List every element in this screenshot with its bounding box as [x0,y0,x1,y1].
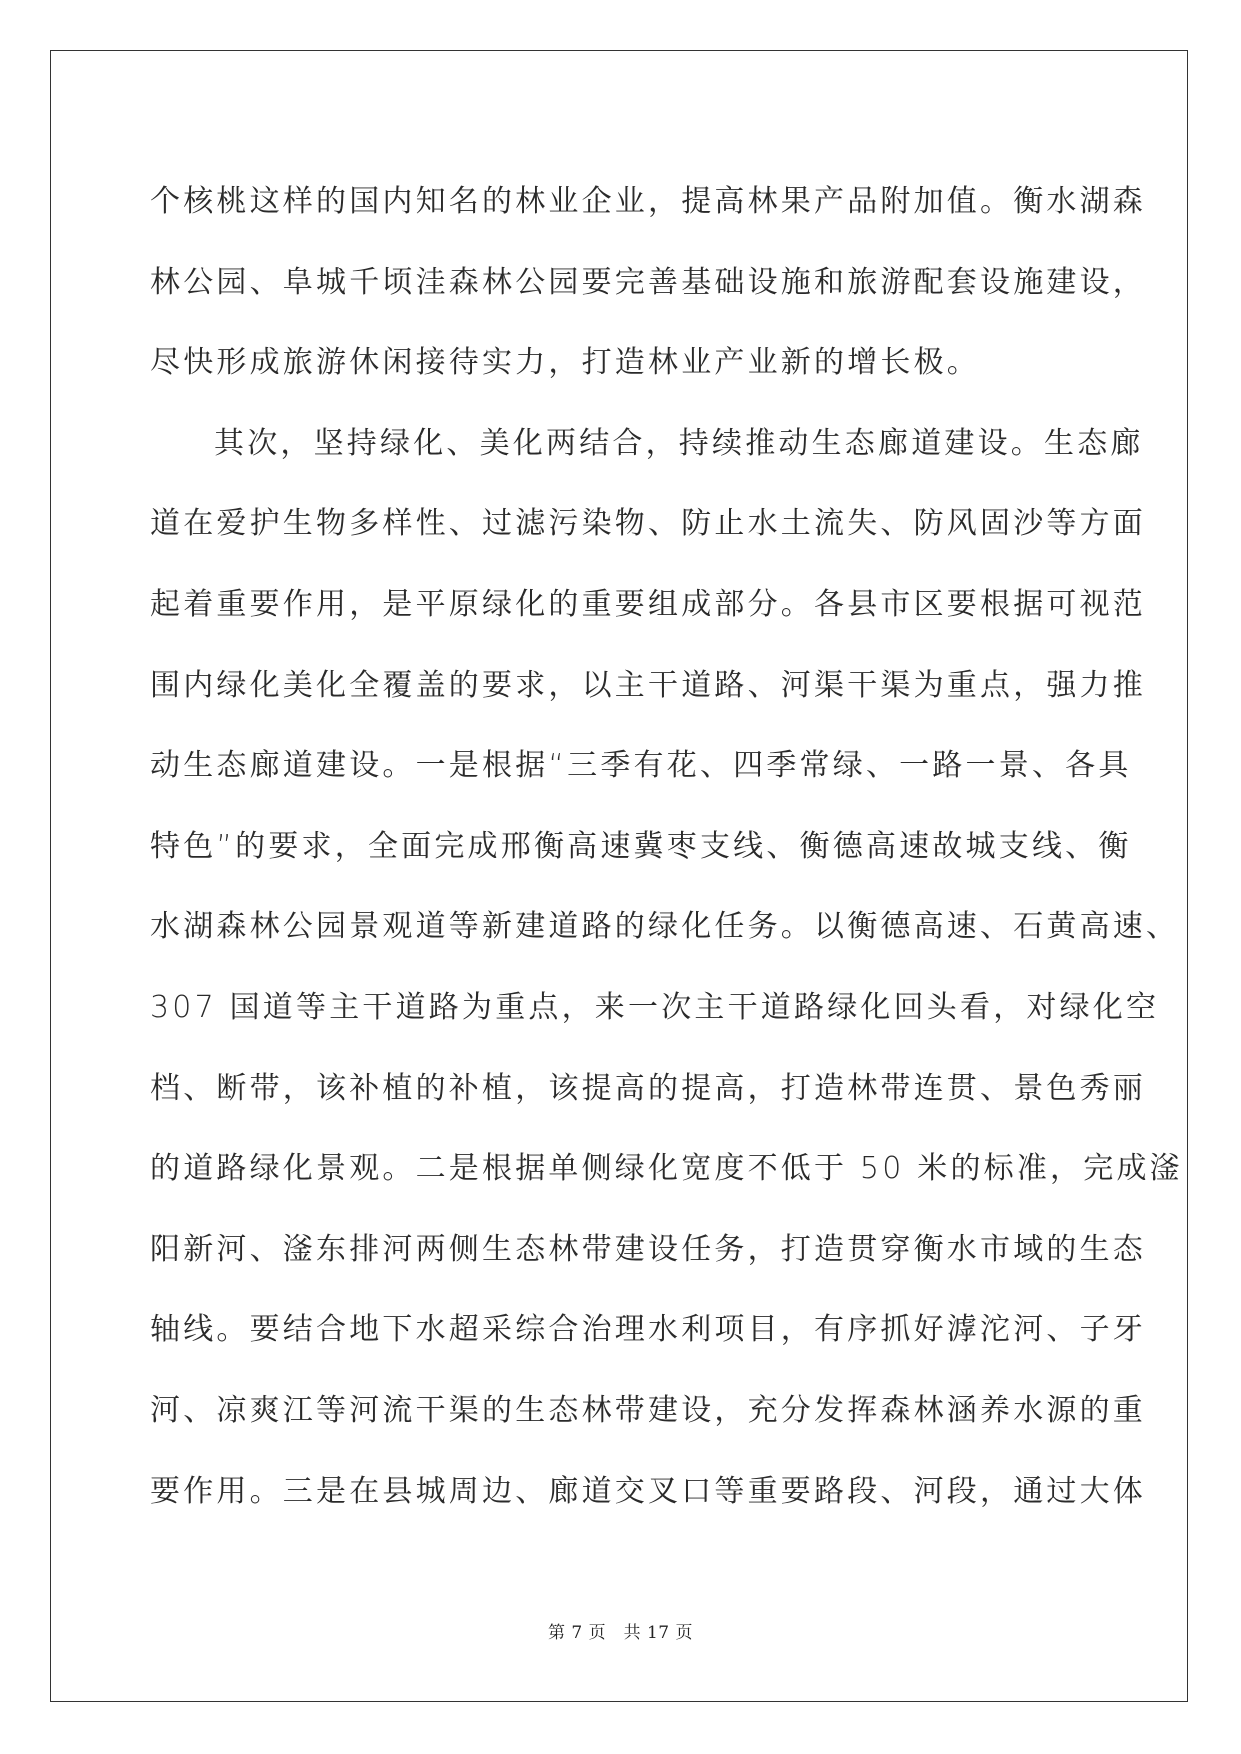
text-line: 河、凉爽江等河流干渠的生态林带建设，充分发挥森林涵养水源的重 [150,1392,1146,1428]
paragraph-start-line: 其次，坚持绿化、美化两结合，持续推动生态廊道建设。生态廊 [214,425,1144,461]
text-line: 档、断带，该补植的补植，该提高的提高，打造林带连贯、景色秀丽 [150,1070,1146,1106]
text-line: 起着重要作用，是平原绿化的重要组成部分。各县市区要根据可视范 [150,586,1146,622]
text-line: 道在爱护生物多样性、过滤污染物、防止水土流失、防风固沙等方面 [150,506,1146,542]
text-line: 的道路绿化景观。二是根据单侧绿化宽度不低于 50 米的标准，完成滏 [150,1151,1183,1187]
page-number-footer: 第 7 页 共 17 页 [547,1623,694,1643]
text-line: 要作用。三是在县城周边、廊道交叉口等重要路段、河段，通过大体 [150,1473,1146,1509]
text-line: 特色”的要求，全面完成邢衡高速冀枣支线、衡德高速故城支线、衡 [150,828,1132,864]
text-line: 林公园、阜城千顷洼森林公园要完善基础设施和旅游配套设施建设， [150,264,1146,300]
text-line: 围内绿化美化全覆盖的要求，以主干道路、河渠干渠为重点，强力推 [150,667,1146,703]
text-line: 水湖森林公园景观道等新建道路的绿化任务。以衡德高速、石黄高速、 [150,909,1180,945]
text-line: 动生态廊道建设。一是根据“三季有花、四季常绿、一路一景、各具 [150,748,1132,784]
text-line: 尽快形成旅游休闲接待实力，打造林业产业新的增长极。 [150,345,980,381]
body-text [150,162,1183,1532]
text-line: 阳新河、滏东排河两侧生态林带建设任务，打造贯穿衡水市域的生态 [150,1231,1146,1267]
text-line: 轴线。要结合地下水超采综合治理水利项目，有序抓好滹沱河、子牙 [150,1312,1146,1348]
text-line: 307 国道等主干道路为重点，来一次主干道路绿化回头看，对绿化空 [150,989,1160,1025]
text-line: 个核桃这样的国内知名的林业企业，提高林果产品附加值。衡水湖森 [150,184,1146,219]
